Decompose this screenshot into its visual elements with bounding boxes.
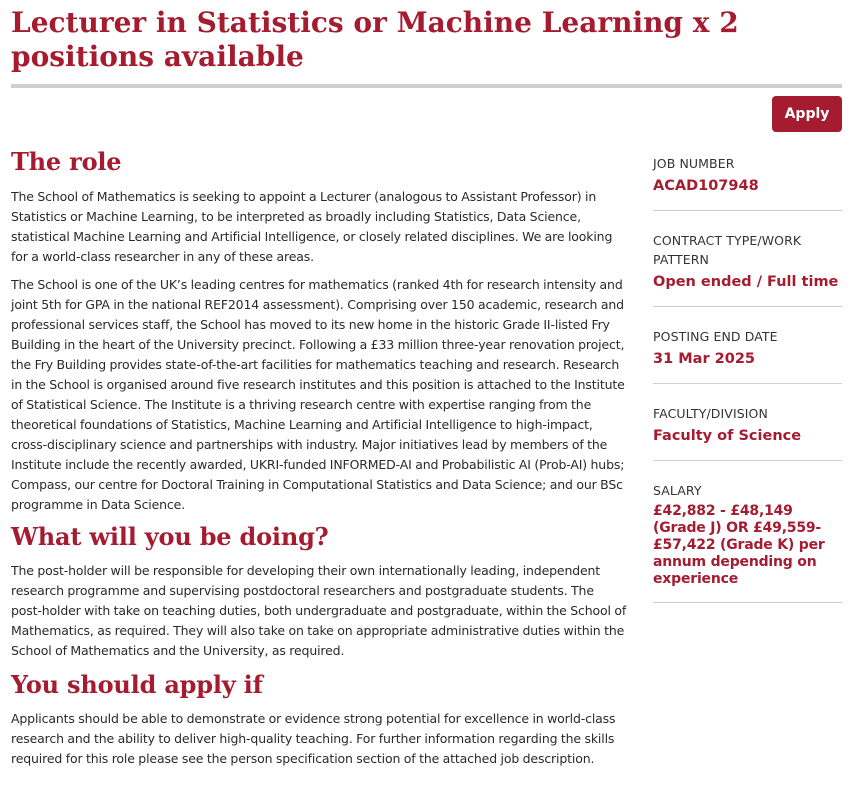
posting-end-date-label: POSTING END DATE [653, 329, 778, 344]
section-heading-what-will-you-be-doing: What will you be doing? [11, 522, 329, 551]
role-paragraph: The School of Mathematics is seeking to appoint a Lecturer (analogous to Assistant Professor) in Statistics or Machine Learning, to be interpreted as broadly including Statistics, Data Science, statistical Machine Learning and Artificial Intelligence, or closely related disciplines. We are looking for a world-class researcher in any of these areas. [11, 189, 613, 264]
job-number-item [653, 154, 842, 211]
faculty-division-label: FACULTY/DIVISION [653, 406, 768, 421]
role-paragraph: The School is one of the UK’s leading centres for mathematics (ranked 4th for research intensity and joint 5th for GPA in the national REF2014 assessment). Comprising over 150 academic, research and professional services staff, the School has moved to its new home in the historic Grade II-listed Fry Building in the heart of the University precinct. Following a £33 million three-year renovation project, the Fry Building provides state-of-the-art facilities for mathematics teaching and research. Research in the School is organised around five research institutes and this position is attached to the Institute of Statistical Science. The Institute is a thriving research centre with expertise ranging from the theoretical foundations of Statistics, Machine Learning and Artificial Intelligence to high-impact, cross-disciplinary science and partnerships with industry. Major initiatives lead by members of the Institute include the recently awarded, UKRI-funded INFORMED-AI and Probabilistic AI (Prob-AI) hubs; Compass, our centre for Doctoral Training in Computational Statistics and Data Science; and our BSc programme in Data Science. [11, 277, 625, 512]
posting-end-date-item [653, 327, 842, 384]
job-number-label: JOB NUMBER [653, 156, 735, 171]
faculty-division-item [653, 404, 842, 461]
salary-value: £42,882 - £48,149 (Grade J) OR £49,559-£57,422 (Grade K) per annum depending on experience [653, 503, 825, 587]
apply-if-paragraph: Applicants should be able to demonstrate or evidence strong potential for excellence in world-class research and the ability to deliver high-quality teaching. For further information regarding the skills required for this role please see the person specification section of the attached job description. [11, 711, 616, 766]
faculty-division-value: Faculty of Science [653, 428, 802, 444]
posting-end-date-value: 31 Mar 2025 [653, 351, 755, 367]
contract-type-label: CONTRACT TYPE/WORK PATTERN [653, 233, 802, 267]
section-heading-the-role: The role [11, 147, 122, 176]
job-description [11, 146, 628, 769]
salary-label: SALARY [653, 483, 702, 498]
apply-button[interactable]: Apply [772, 96, 842, 132]
job-number-value: ACAD107948 [653, 178, 759, 194]
contract-type-value: Open ended / Full time [653, 274, 839, 290]
job-details-sidebar [653, 154, 842, 623]
page-title: Lecturer in Statistics or Machine Learning x 2 positions available [11, 6, 739, 73]
salary-item [653, 481, 842, 603]
contract-type-item [653, 231, 842, 307]
doing-paragraph: The post-holder will be responsible for developing their own internationally leading, independent research programme and supervising postdoctoral researchers and postgraduate students. The post-holder with take on teaching duties, both undergraduate and postgraduate, within the School of Mathematics, as required. They will also take on take on appropriate administrative duties within the School of Mathematics and the University, as required. [11, 563, 627, 658]
title-divider [11, 84, 842, 88]
section-heading-you-should-apply-if: You should apply if [11, 670, 263, 699]
